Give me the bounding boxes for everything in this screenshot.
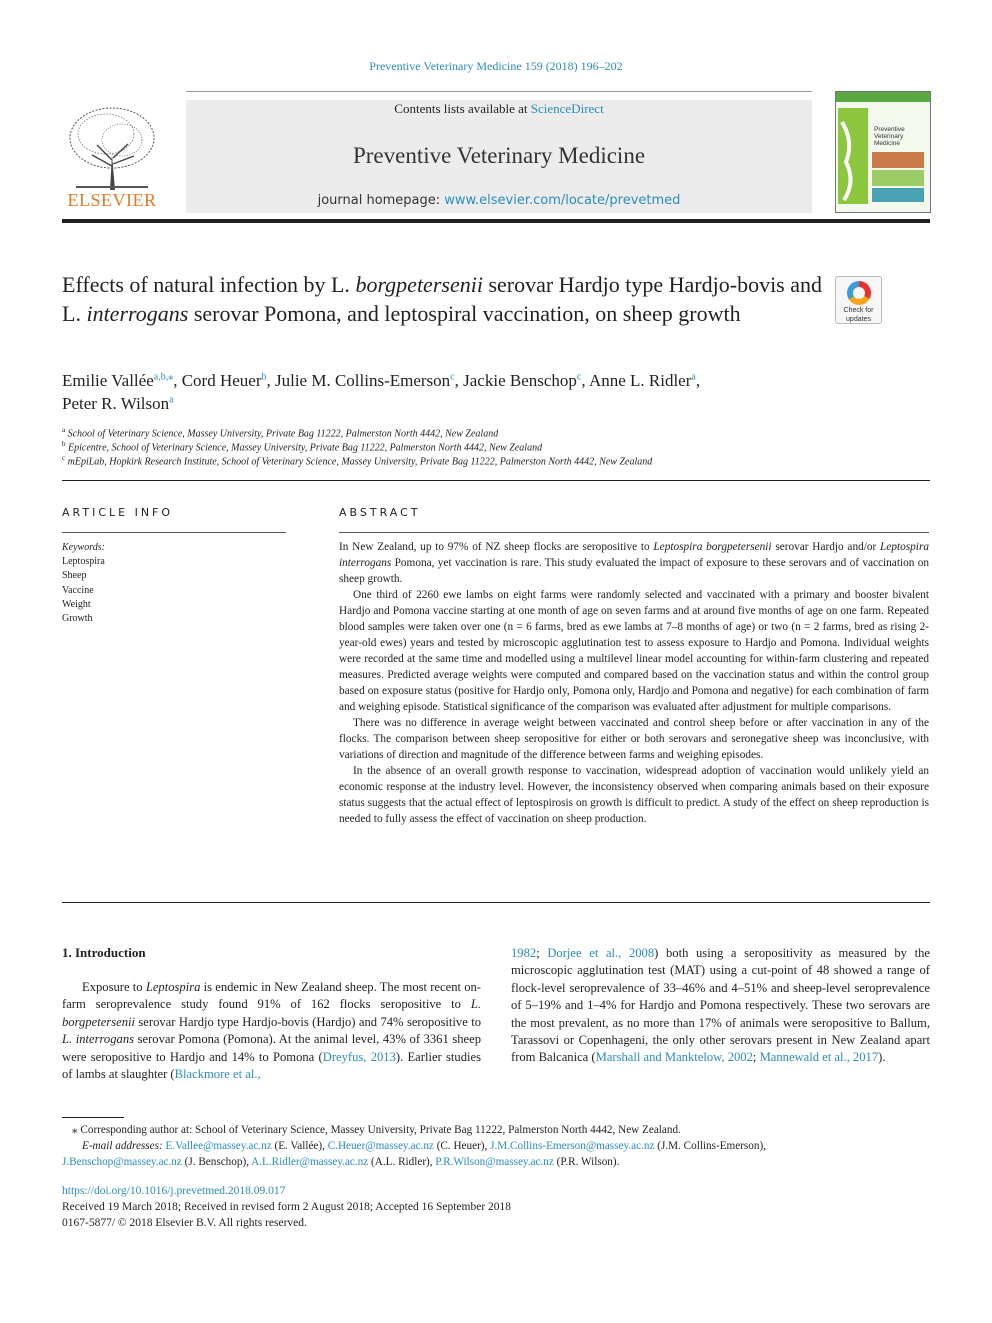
title-part: serovar Pomona, and leptospiral vaccination, on sheep growth (188, 301, 741, 326)
footnote-rule (62, 1117, 124, 1118)
article-info-rule (62, 532, 286, 533)
affiliation-text: School of Veterinary Science, Massey University, Private Bag 11222, Palmerston North 4442, New Zealand (67, 428, 499, 440)
intro-text: Exposure to (82, 980, 146, 994)
author-sup[interactable]: c (576, 371, 582, 383)
reference-link[interactable]: 1982 (511, 946, 537, 960)
keyword[interactable]: Vaccine (62, 584, 94, 596)
intro-text: serovar Pomona (Pomona). At the animal level, 43% of 3361 sheep were seropositive to Hardjo and 14% to Pomona ( (62, 1032, 482, 1064)
abstract-body (339, 539, 929, 827)
author-sup[interactable]: c (450, 371, 455, 383)
check-updates-icon (847, 281, 871, 305)
author-name[interactable]: Emilie Vallée (62, 371, 154, 390)
author-list (62, 369, 822, 415)
check-for-updates-badge[interactable] (835, 276, 882, 324)
intro-paragraph (62, 979, 481, 1083)
abstract-italic: Leptospira interrogans (339, 541, 929, 569)
intro-text: ; (752, 1050, 760, 1065)
journal-title: Preventive Veterinary Medicine (352, 143, 646, 168)
footnotes (62, 1122, 930, 1170)
intro-italic: L. interrogans (62, 1032, 135, 1047)
author-sep: , (266, 371, 275, 390)
cover-art-icon (836, 102, 930, 212)
author-sep: , (581, 371, 589, 390)
introduction-heading: 1. Introduction (62, 945, 146, 960)
article-metadata (62, 1183, 930, 1231)
intro-text: ). (878, 1050, 886, 1065)
intro-text: ). Earlier studies of lambs at slaughter ( (62, 1049, 481, 1082)
sciencedirect-link[interactable]: ScienceDirect (530, 101, 604, 116)
intro-text: ; (536, 946, 548, 960)
email-owner: (E. Vallée), (271, 1140, 328, 1152)
abstract-end-rule (62, 902, 930, 903)
affiliation-text: Epicentre, School of Veterinary Science, Massey University, Private Bag 11222, Palmerston North 4442, New Zealand (68, 442, 543, 454)
email-owner: (J. Benschop), (181, 1156, 252, 1168)
email-link[interactable]: J.M.Collins-Emerson@massey.ac.nz (490, 1140, 655, 1152)
title-part: Effects of natural infection by L. (62, 272, 356, 297)
title-part: serovar Hardjo type Hardjo-bovis and L. (62, 272, 823, 326)
journal-cover-thumbnail[interactable] (835, 91, 931, 213)
intro-italic: L. borgpetersenii (62, 997, 481, 1029)
intro-text: ) both using a seropositivity as measured by the microscopic agglutination test (MAT) using a cut-point of 48 showed a range of flock-level seroprevalence of 33–46% and 4–51% and sheep-level seroprevalence of 5–19% and 1–4% for Hardjo and Pomona respectively. These two serovars are the most prevalent, as no more than 17% of animals were seropositive to Ballum, Tarassovi or Copenhageni, the only other serovars present in New Zealand apart from Balcanica ( (511, 946, 930, 1065)
intro-paragraph (511, 945, 930, 1067)
corresponding-author-note: ⁎ Corresponding author at: School of Veterinary Science, Massey University, Private Bag 11222, Palmerston North 4442, New Zealand. (72, 1124, 681, 1136)
title-italic-species: borgpetersenii (355, 272, 483, 297)
author-sep: , (454, 371, 464, 390)
cover-top-band (836, 92, 930, 102)
received-dates: Received 19 March 2018; Received in revised form 2 August 2018; Accepted 16 September 2018 (62, 1201, 512, 1213)
email-link[interactable]: C.Heuer@massey.ac.nz (327, 1140, 434, 1152)
email-label: E-mail addresses: (82, 1140, 163, 1152)
email-addresses-cont (62, 1154, 930, 1170)
email-owner: (C. Heuer), (433, 1140, 491, 1152)
author-name[interactable]: Cord Heuer (181, 371, 262, 390)
keywords-block (62, 541, 105, 626)
email-addresses (62, 1138, 930, 1154)
journal-citation[interactable]: Preventive Veterinary Medicine 159 (2018) 196–202 (369, 59, 623, 73)
author-sep: , (695, 371, 701, 390)
title-italic-species: interrogans (86, 301, 189, 326)
affiliation-sup: c (62, 454, 66, 462)
homepage-link[interactable]: www.elsevier.com/locate/prevetmed (444, 193, 681, 208)
badge-label-1: Check for (843, 307, 874, 314)
author-sup[interactable]: a,b,⁎ (153, 371, 174, 383)
reference-link[interactable]: Dreyfus, 2013 (322, 1049, 396, 1064)
email-link[interactable]: J.Benschop@massey.ac.nz (62, 1156, 182, 1168)
reference-link[interactable]: Marshall and Manktelow, 2002 (595, 1050, 753, 1065)
abstract-heading: ABSTRACT (339, 506, 421, 519)
author-name[interactable]: Julie M. Collins-Emerson (274, 371, 451, 390)
homepage-prefix: journal homepage: (317, 193, 445, 208)
abstract-rule (339, 532, 929, 533)
affiliation-sup: a (62, 426, 66, 434)
author-sup[interactable]: a (691, 371, 696, 383)
intro-text: is endemic in New Zealand sheep. The most recent on-farm seroprevalence study found 91% of 162 flocks seropositive to (62, 980, 481, 1012)
email-owner: (A.L. Ridler), (368, 1156, 436, 1168)
author-name[interactable]: Anne L. Ridler (588, 371, 692, 390)
email-link[interactable]: E.Vallee@massey.ac.nz (165, 1140, 272, 1152)
email-owner: (P.R. Wilson). (553, 1156, 620, 1168)
elsevier-logo (62, 100, 162, 212)
email-link[interactable]: P.R.Wilson@massey.ac.nz (435, 1156, 554, 1168)
contents-availability (186, 101, 812, 117)
contents-prefix: Contents lists available at (394, 101, 531, 116)
author-sup[interactable]: a (169, 394, 174, 406)
affiliation-text: mEpiLab, Hopkirk Research Institute, School of Veterinary Science, Massey University, Private Bag 11222, Palmerston North 4442, New Zealand (67, 456, 653, 468)
keyword[interactable]: Sheep (62, 570, 87, 582)
reference-link[interactable]: Mannewald et al., 2017 (759, 1050, 879, 1065)
header-top-rule (186, 91, 812, 92)
copyright: 0167-5877/ © 2018 Elsevier B.V. All rights reserved. (62, 1217, 307, 1229)
keywords-label: Keywords: (62, 542, 105, 553)
author-name[interactable]: Jackie Benschop (463, 371, 577, 390)
abstract-paragraph: In the absence of an overall growth response to vaccination, widespread adoption of vaccination would unlikely yield an economic response at the industry level. However, the inconsistency observed when comparing animals based on their exposure status suggests that the actual effect of leptospirosis on growth is difficult to predict. A study of the effect on sheep reproduction is needed to fully assess the effect of vaccination on sheep production. (339, 765, 929, 825)
article-info-heading: ARTICLE INFO (62, 506, 174, 519)
affiliation-c (62, 452, 652, 468)
abstract-text: serovar Hardjo and/or (771, 541, 881, 553)
intro-left-column (62, 979, 481, 1083)
abstract-paragraph: One third of 2260 ewe lambs on eight farms were randomly selected and vaccinated with a primary and booster bivalent Hardjo and Pomona vaccine starting at one month of age on seven farms and at around five months of age on one farm. Repeated blood samples were taken over one (n = 6 farms, bred as ewe lambs at 7–8 months of age) or two (n = 2 farms, bred as rising 2-year-old ewes) years and tested by microscopic agglutination test to assess exposure to Hardjo and Pomona. Individual weights were recorded at the same time and modelled using a multilevel linear model accounting for within-farm clustering and repeated measures. Predicted average weights were computed and compared based on the vaccination status and within the control group based on exposure status (positive for Hardjo only, Pomona only, Hardjo and Pomona and negative) for each combination of farm and weighing episode. Statistical significance of the comparison was evaluated after adjustment for multiple comparisons. (339, 589, 929, 713)
keyword[interactable]: Weight (62, 598, 91, 610)
keyword[interactable]: Growth (62, 613, 93, 625)
email-link[interactable]: A.L.Ridler@massey.ac.nz (251, 1156, 369, 1168)
author-name[interactable]: Peter R. Wilson (62, 394, 170, 413)
journal-homepage (186, 193, 812, 208)
publisher-logo-text: ELSEVIER (67, 190, 157, 210)
cover-title-text: Preventive Veterinary Medicine (874, 126, 905, 147)
doi-link[interactable]: https://doi.org/10.1016/j.prevetmed.2018.09.017 (62, 1185, 286, 1197)
keyword[interactable]: Leptospira (62, 556, 105, 568)
reference-link[interactable]: Blackmore et al., (174, 1067, 261, 1082)
badge-label-2: updates (846, 316, 871, 323)
author-sup[interactable]: b (261, 371, 267, 383)
abstract-text: Pomona, yet vaccination is rare. This study evaluated the impact of exposure to these serovars and of vaccination on sheep growth. (339, 557, 929, 585)
affiliation-rule (62, 480, 930, 481)
affiliation-sup: b (62, 440, 66, 448)
reference-link[interactable]: Dorjee et al., 2008 (547, 946, 655, 960)
author-sep: , (173, 371, 182, 390)
paper-title (62, 270, 822, 328)
intro-right-column (511, 945, 930, 1067)
header-thick-rule (62, 219, 930, 223)
intro-italic: Leptospira (145, 980, 201, 994)
email-owner: (J.M. Collins-Emerson), (654, 1140, 766, 1152)
intro-text: serovar Hardjo type Hardjo-bovis (Hardjo) and 74% seropositive to (135, 1014, 481, 1029)
abstract-text: In New Zealand, up to 97% of NZ sheep flocks are seropositive to (339, 541, 654, 553)
abstract-paragraph (339, 539, 929, 587)
abstract-paragraph: There was no difference in average weight between vaccinated and control sheep before or after vaccination in any of the flocks. The comparison between sheep seropositive for either or both serovars and seronegative sheep was inconclusive, with variations of direction and magnitude of the difference between farms and weighing episodes. (339, 717, 929, 761)
abstract-italic: Leptospira borgpetersenii (653, 541, 772, 553)
